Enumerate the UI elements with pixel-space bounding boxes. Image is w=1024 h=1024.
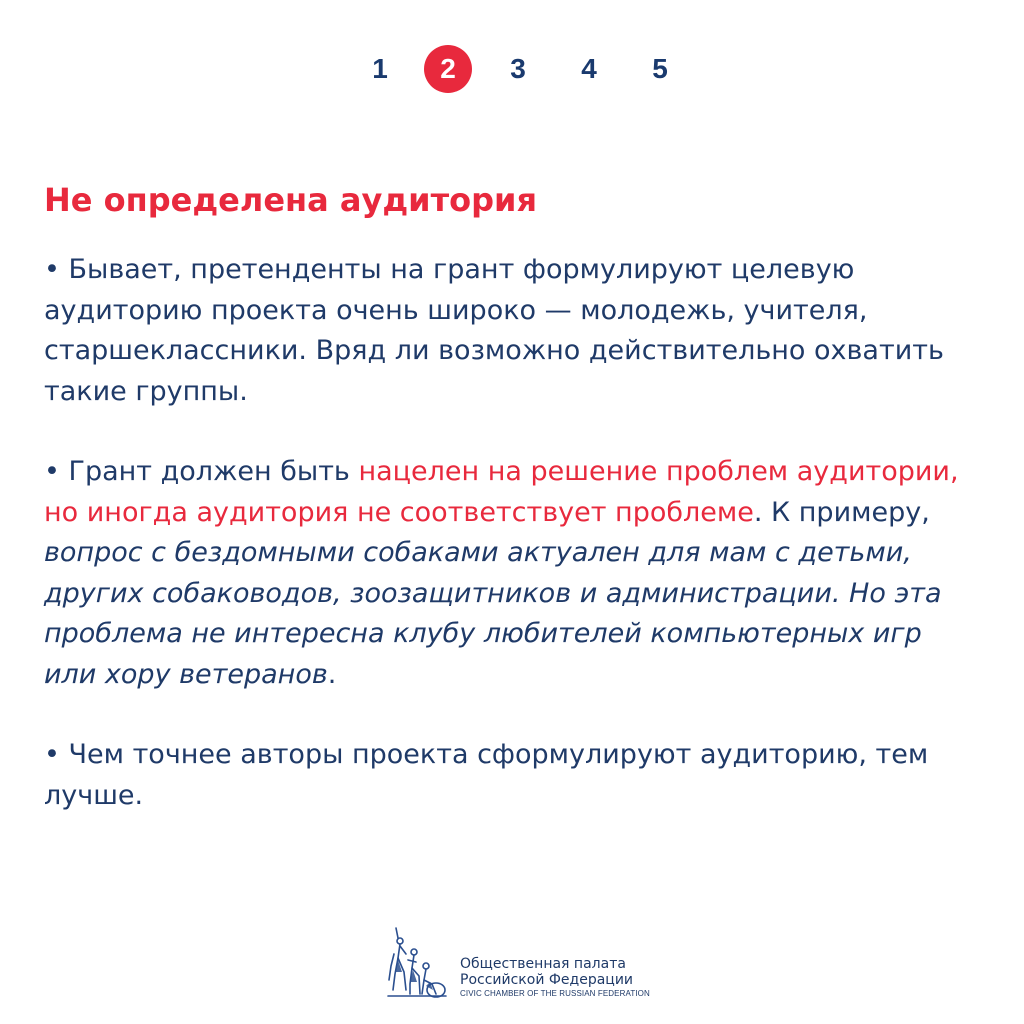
paragraph-connector-text: . К примеру, [753,496,930,528]
paragraph-end-text: . [327,658,337,690]
pagination [0,45,1024,93]
logo-title-line2: Российской Федерации [460,972,634,988]
civic-chamber-logo [386,924,656,1000]
page-3-button[interactable]: 3 [510,53,526,84]
page-1-button[interactable]: 1 [372,53,388,84]
page-4-button[interactable]: 4 [581,53,597,84]
paragraph-lead-text: • Грант должен быть [44,456,359,487]
page-2-button-current[interactable]: 2 [424,45,472,93]
paragraph-audience-mismatch [44,452,964,695]
paragraph-audience-too-broad: • Бывает, претенденты на грант формулируют целевую аудиторию проекта очень широко — молодежь, учителя, старшеклассники. Вряд ли возможно действительно охватить такие группы. [44,254,944,407]
example-italic-text: вопрос с бездомными собаками актуален для мам с детьми, других собаководов, зоозащитников и администрации. Но эта проблема не интересна клубу любителей компьютерных игр или хору ветеранов [44,537,942,690]
slide-body [44,250,964,816]
slide-heading: Не определена аудитория [44,181,537,219]
logo-title-line1: Общественная палата [460,956,626,972]
civic-chamber-emblem-icon [386,924,452,1000]
highlighted-text: нацелен на решение проблем аудитории, но иногда аудитория не соответствует проблеме [44,456,959,528]
page-5-button[interactable]: 5 [652,53,668,84]
paragraph-precise-audience: • Чем точнее авторы проекта сформулируют аудиторию, тем лучше. [44,739,929,811]
logo-subtitle-english: CIVIC CHAMBER OF THE RUSSIAN FEDERATION [460,989,650,998]
logo-text-block [460,956,650,999]
